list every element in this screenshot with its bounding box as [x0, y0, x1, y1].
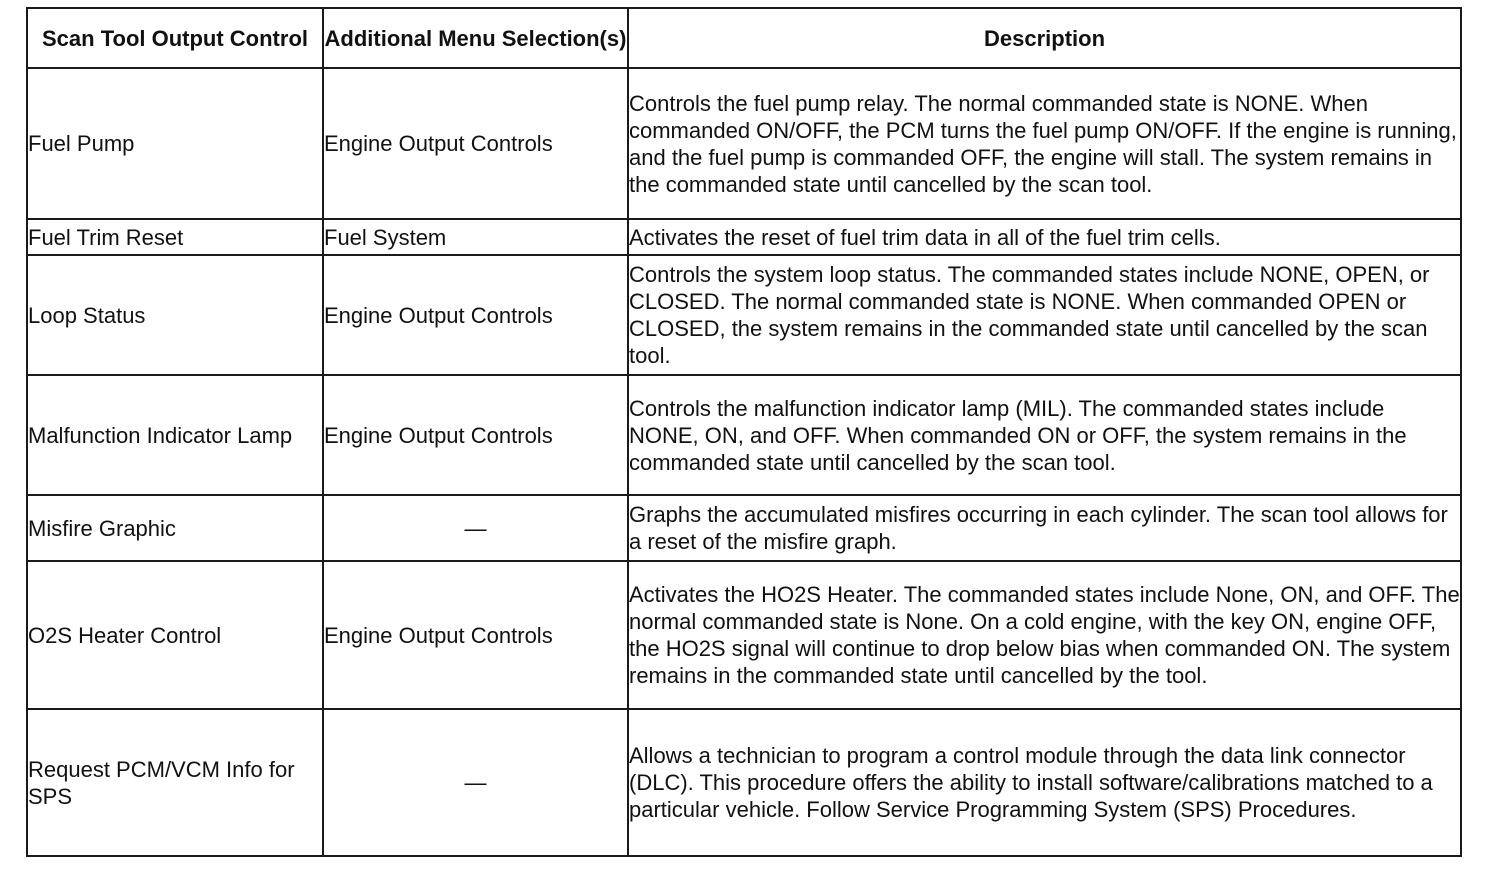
table-row	[27, 495, 1461, 561]
control-cell: Request PCM/VCM Info for SPS	[27, 709, 323, 856]
table-row	[27, 561, 1461, 709]
menu-cell: Engine Output Controls	[323, 255, 628, 375]
description-cell: Activates the reset of fuel trim data in all of the fuel trim cells.	[628, 219, 1461, 255]
description-cell: Controls the system loop status. The commanded states include NONE, OPEN, or CLOSED. The normal commanded state is NONE. When commanded OPEN or CLOSED, the system remains in the commanded state until cancelled by the scan tool.	[628, 255, 1461, 375]
menu-cell: Engine Output Controls	[323, 68, 628, 219]
header-scan-tool-output-control: Scan Tool Output Control	[27, 8, 323, 68]
menu-cell: Engine Output Controls	[323, 561, 628, 709]
menu-cell: —	[323, 709, 628, 856]
description-cell: Controls the malfunction indicator lamp (MIL). The commanded states include NONE, ON, and OFF. When commanded ON or OFF, the system remains in the commanded state until cancelled by the scan tool.	[628, 375, 1461, 495]
menu-cell: —	[323, 495, 628, 561]
description-cell: Controls the fuel pump relay. The normal commanded state is NONE. When commanded ON/OFF, the PCM turns the fuel pump ON/OFF. If the engine is running, and the fuel pump is commanded OFF, the engine will stall. The system remains in the commanded state until cancelled by the scan tool.	[628, 68, 1461, 219]
header-additional-menu-selections: Additional Menu Selection(s)	[323, 8, 628, 68]
menu-cell: Engine Output Controls	[323, 375, 628, 495]
table-row	[27, 255, 1461, 375]
control-cell: Malfunction Indicator Lamp	[27, 375, 323, 495]
table-row	[27, 375, 1461, 495]
description-cell: Activates the HO2S Heater. The commanded states include None, ON, and OFF. The normal commanded state is None. On a cold engine, with the key ON, engine OFF, the HO2S signal will continue to drop below bias when commanded ON. The system remains in the commanded state until cancelled by the tool.	[628, 561, 1461, 709]
control-cell: Misfire Graphic	[27, 495, 323, 561]
menu-cell: Fuel System	[323, 219, 628, 255]
table-row	[27, 219, 1461, 255]
description-cell: Allows a technician to program a control module through the data link connector (DLC). This procedure offers the ability to install software/calibrations matched to a particular vehicle. Follow Service Programming System (SPS) Procedures.	[628, 709, 1461, 856]
header-description: Description	[628, 8, 1461, 68]
scan-tool-output-control-table	[26, 7, 1462, 857]
control-cell: O2S Heater Control	[27, 561, 323, 709]
table-header-row	[27, 8, 1461, 68]
table-row	[27, 68, 1461, 219]
control-cell: Fuel Pump	[27, 68, 323, 219]
control-cell: Fuel Trim Reset	[27, 219, 323, 255]
control-cell: Loop Status	[27, 255, 323, 375]
table-row	[27, 709, 1461, 856]
description-cell: Graphs the accumulated misfires occurring in each cylinder. The scan tool allows for a reset of the misfire graph.	[628, 495, 1461, 561]
